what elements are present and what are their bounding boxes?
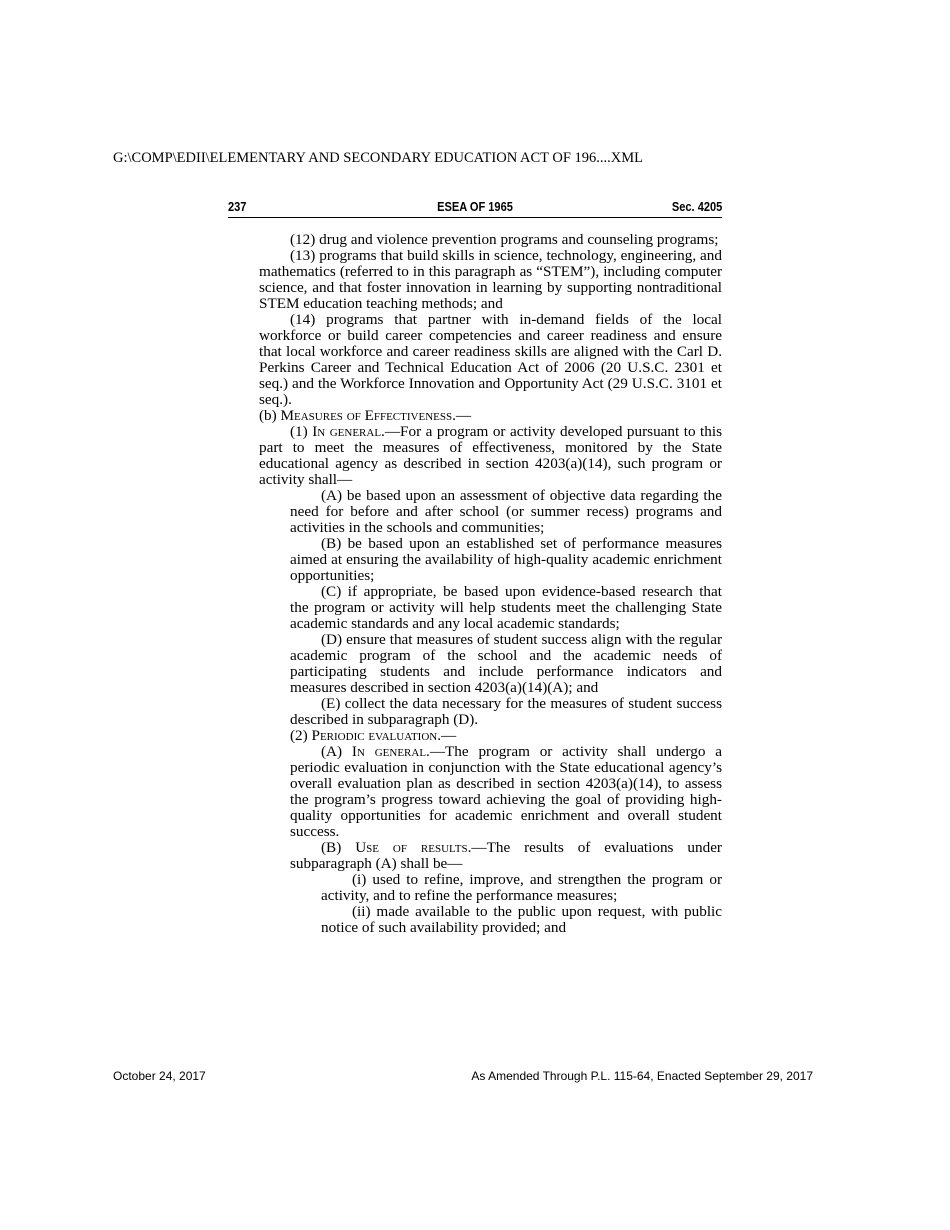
clause-b2-B-ii: (ii) made available to the public upon request, with public notice of such availability provided; and — [321, 903, 722, 936]
subparagraph-b2-A-text: The program or activity shall undergo a periodic evaluation in conjunction with the State educational agency’s overall evaluation plan as described in section 4203(a)(14), to assess the program’s progress toward achieving the goal of providing high-quality opportunities for academic enrichment and overall student success. — [290, 743, 723, 840]
subparagraph-b1-D: (D) ensure that measures of student success align with the regular academic program of the school and the academic needs of participating students and include performance indicators and measures described in section 4203(a)(14)(A); and — [290, 631, 722, 696]
footer-date: October 24, 2017 — [113, 1069, 206, 1083]
subparagraph-b2-B-number: (B) — [321, 839, 342, 856]
subparagraph-b1-E: (E) collect the data necessary for the measures of student success described in subparagraph (D). — [290, 695, 722, 728]
subparagraph-b2-B — [259, 840, 722, 872]
subparagraph-b1-C: (C) if appropriate, be based upon evidence-based research that the program or activity will help students meet the challenging State academic standards and any local academic standards; — [290, 583, 722, 632]
running-title: ESEA OF 1965 — [437, 199, 513, 214]
running-head — [228, 199, 722, 217]
paragraph-b1-heading: In general.— — [312, 423, 401, 440]
paragraph-12: (12) drug and violence prevention programs and counseling programs; — [290, 231, 719, 248]
subparagraph-b2-A-heading: In general.— — [351, 743, 446, 760]
paragraph-14: (14) programs that partner with in-demand fields of the local workforce or build career competencies and career readiness and ensure that local workforce and career readiness skills are aligned with the Carl D. Perkins Career and Technical Education Act of 2006 (20 U.S.C. 2301 et seq.) and the Workforce Innovation and Opportunity Act (29 U.S.C. 3101 et seq.). — [259, 311, 722, 408]
page-number: 237 — [228, 199, 247, 214]
paragraph-b2 — [259, 728, 722, 744]
paragraph-b1-text: For a program or activity developed pursuant to this part to meet the measures of effectiveness, monitored by the State educational agency as described in section 4203(a)(14), such program or activity shall— — [259, 423, 722, 488]
subparagraph-b2-A — [259, 744, 722, 840]
paragraph-13: (13) programs that build skills in science, technology, engineering, and mathematics (referred to in this paragraph as “STEM”), including computer science, and that foster innovation in learning by supporting nontraditional STEM education teaching methods; and — [259, 247, 722, 312]
paragraph-b1-number: (1) — [290, 423, 308, 440]
paragraph-b2-heading: Periodic evaluation.— — [311, 727, 457, 744]
subparagraph-b2-B-heading: Use of results.— — [355, 839, 487, 856]
section-number: Sec. 4205 — [671, 199, 722, 214]
subparagraph-b2-A-number: (A) — [321, 743, 343, 760]
footer-amended-note: As Amended Through P.L. 115-64, Enacted September 29, 2017 — [471, 1069, 813, 1083]
subparagraph-b1-A: (A) be based upon an assessment of objective data regarding the need for before and after school (or summer recess) programs and activities in the schools and communities; — [290, 487, 722, 536]
header-rule — [228, 217, 722, 218]
file-path-header: G:\COMP\EDII\ELEMENTARY AND SECONDARY EDUCATION ACT OF 196....XML — [113, 150, 643, 166]
paragraph-b1 — [259, 424, 722, 488]
paragraph-b2-number: (2) — [290, 727, 308, 744]
clause-b2-B-i: (i) used to refine, improve, and strengthen the program or activity, and to refine the performance measures; — [321, 871, 722, 904]
subsection-b — [259, 408, 722, 424]
subsection-b-heading: Measures of Effectiveness.— — [280, 407, 472, 424]
subparagraph-b1-B: (B) be based upon an established set of performance measures aimed at ensuring the availability of high-quality academic enrichment opportunities; — [290, 535, 722, 584]
subsection-b-number: (b) — [259, 407, 277, 424]
document-body — [259, 232, 722, 936]
subparagraph-b2-B-text: The results of evaluations under subparagraph (A) shall be— — [290, 839, 722, 872]
